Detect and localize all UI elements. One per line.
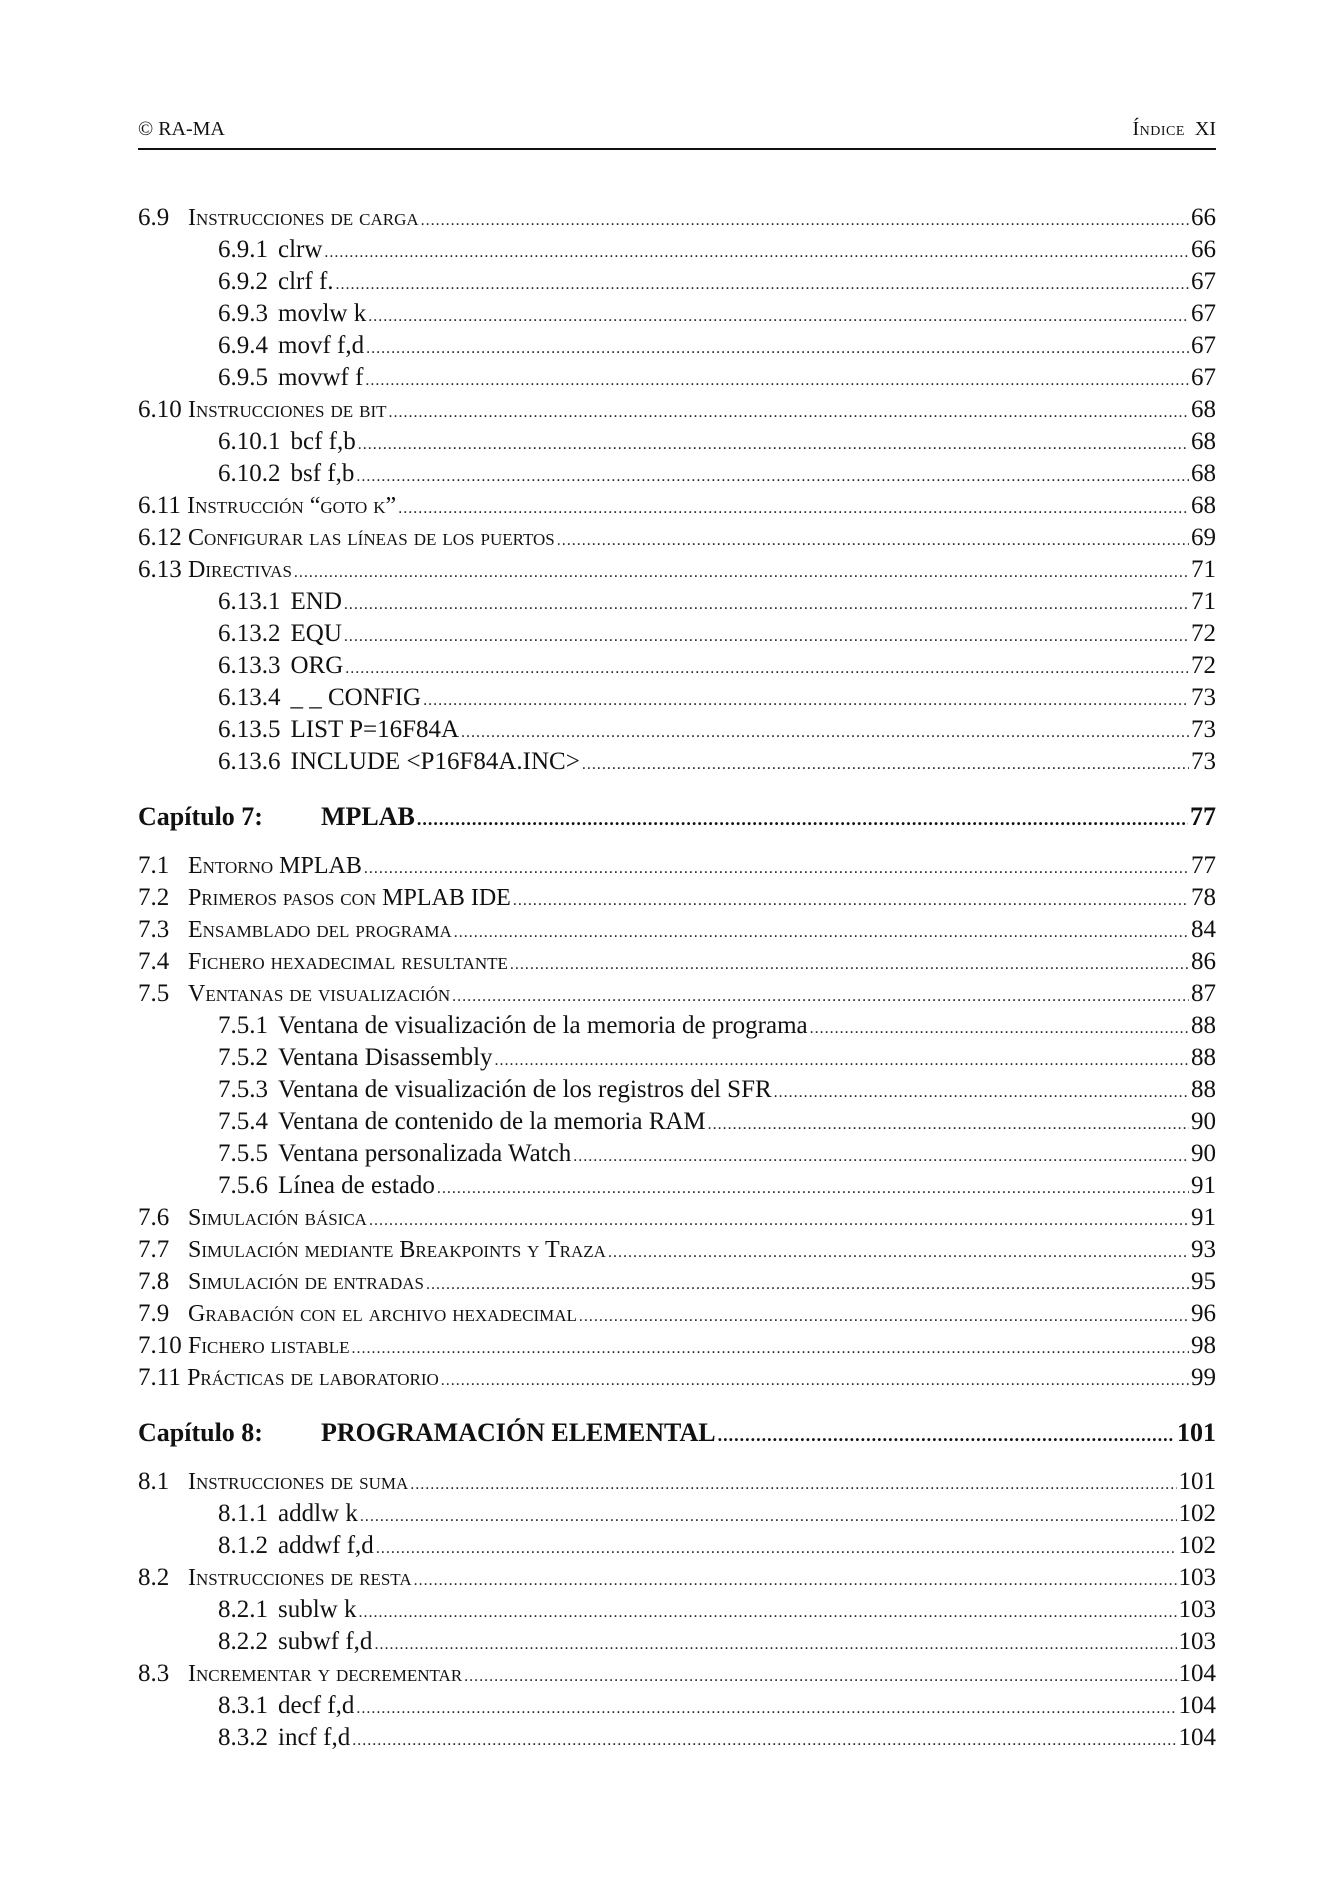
toc-entry-page: 103 bbox=[1178, 1564, 1216, 1591]
toc-section-entry bbox=[138, 1564, 1216, 1596]
toc-dot-leader bbox=[441, 1372, 1189, 1390]
toc-dot-leader bbox=[376, 1540, 1177, 1558]
toc-entry-page: 103 bbox=[1178, 1596, 1216, 1623]
toc-subsection-entry bbox=[138, 1532, 1216, 1564]
toc-dot-leader bbox=[345, 660, 1189, 678]
header-publisher: © RA-MA bbox=[138, 118, 225, 140]
toc-dot-leader bbox=[708, 1116, 1189, 1134]
toc-dot-leader bbox=[464, 1668, 1176, 1686]
toc-entry-number: 7.5.3 bbox=[218, 1076, 268, 1103]
toc-dot-leader bbox=[414, 1572, 1177, 1590]
toc-entry-title: movwf f bbox=[278, 364, 364, 391]
toc-section-entry bbox=[138, 852, 1216, 884]
toc-subsection-entry bbox=[138, 588, 1216, 620]
toc-dot-leader bbox=[423, 692, 1189, 710]
toc-entry-number: Capítulo 7: bbox=[138, 802, 263, 831]
toc-entry-page: 77 bbox=[1190, 802, 1216, 831]
toc-entry-page: 78 bbox=[1191, 884, 1216, 911]
toc-entry-title: subwf f,d bbox=[278, 1628, 373, 1655]
toc-entry-page: 73 bbox=[1191, 748, 1216, 775]
toc-dot-leader bbox=[608, 1244, 1189, 1262]
toc-entry-number: 6.13.5 bbox=[218, 716, 281, 743]
toc-entry-title: Configurar las líneas de los puertos bbox=[188, 525, 555, 551]
toc-dot-leader bbox=[344, 628, 1189, 646]
toc-entry-title: clrf f. bbox=[278, 268, 334, 295]
toc-subsection-entry bbox=[138, 1044, 1216, 1076]
toc-chapter-heading bbox=[138, 802, 1216, 842]
toc-entry-page: 73 bbox=[1191, 684, 1216, 711]
toc-entry-title: Simulación básica bbox=[188, 1205, 367, 1231]
toc-entry-title: Directivas bbox=[188, 557, 292, 583]
toc-entry-title: Fichero hexadecimal resultante bbox=[188, 949, 508, 975]
toc-entry-number: 7.4 bbox=[138, 948, 170, 975]
toc-dot-leader bbox=[369, 1212, 1189, 1230]
toc-entry-page: 90 bbox=[1191, 1140, 1216, 1167]
toc-entry-number: 7.5.2 bbox=[218, 1044, 268, 1071]
toc-entry-title: Ventana personalizada Watch bbox=[278, 1140, 572, 1167]
toc-entry-title: bcf f,b bbox=[290, 428, 356, 455]
toc-dot-leader bbox=[398, 500, 1189, 518]
toc-section-entry bbox=[138, 1364, 1216, 1396]
toc-entry-title: Ventanas de visualización bbox=[188, 981, 451, 1007]
toc-entry-number: 6.9.3 bbox=[218, 300, 268, 327]
toc-entry-number: 6.9.1 bbox=[218, 236, 268, 263]
toc-entry-title: addwf f,d bbox=[278, 1532, 374, 1559]
toc-entry-page: 67 bbox=[1191, 300, 1216, 327]
toc-entry-number: 7.5 bbox=[138, 980, 170, 1007]
toc-entry-page: 101 bbox=[1177, 1418, 1216, 1447]
toc-dot-leader bbox=[510, 956, 1189, 974]
toc-subsection-entry bbox=[138, 364, 1216, 396]
toc-entry-number: 7.5.4 bbox=[218, 1108, 268, 1135]
toc-subsection-entry bbox=[138, 748, 1216, 780]
toc-dot-leader bbox=[410, 1476, 1176, 1494]
toc-entry-title: Simulación de entradas bbox=[188, 1269, 424, 1295]
toc-subsection-entry bbox=[138, 1140, 1216, 1172]
toc-subsection-entry bbox=[138, 1172, 1216, 1204]
toc-section-entry bbox=[138, 1236, 1216, 1268]
toc-entry-number: 6.13.3 bbox=[218, 652, 281, 679]
toc-entry-title: Instrucciones de carga bbox=[188, 205, 419, 231]
toc-entry-title: clrw bbox=[278, 236, 323, 263]
toc-subsection-entry bbox=[138, 300, 1216, 332]
toc-dot-leader bbox=[421, 212, 1189, 230]
toc-entry-number: 8.2.1 bbox=[218, 1596, 268, 1623]
toc-entry-title: movf f,d bbox=[278, 332, 365, 359]
toc-entry-title: Ventana de visualización de la memoria de programa bbox=[278, 1012, 808, 1039]
toc-entry-number: 8.3.1 bbox=[218, 1692, 268, 1719]
toc-dot-leader bbox=[461, 724, 1189, 742]
toc-entry-page: 86 bbox=[1191, 948, 1216, 975]
toc-entry-title: PROGRAMACIÓN ELEMENTAL bbox=[321, 1418, 716, 1447]
toc-entry-page: 71 bbox=[1191, 556, 1216, 583]
toc-entry-page: 68 bbox=[1191, 460, 1216, 487]
toc-entry-page: 104 bbox=[1178, 1724, 1216, 1751]
toc-entry-title: Instrucción “goto k” bbox=[187, 493, 397, 519]
toc-entry-page: 91 bbox=[1191, 1172, 1216, 1199]
toc-section-entry bbox=[138, 556, 1216, 588]
toc-entry-number: 7.9 bbox=[138, 1300, 170, 1327]
toc-entry-number: 6.10.2 bbox=[218, 460, 281, 487]
toc-entry-number: 7.5.5 bbox=[218, 1140, 268, 1167]
toc-entry-number: 8.1 bbox=[138, 1468, 170, 1495]
toc-entry-number: 6.9.4 bbox=[218, 332, 268, 359]
toc-entry-number: 7.10 bbox=[138, 1332, 182, 1359]
toc-dot-leader bbox=[454, 924, 1189, 942]
toc-subsection-entry bbox=[138, 1500, 1216, 1532]
toc-dot-leader bbox=[358, 1604, 1176, 1622]
toc-dot-leader bbox=[365, 372, 1189, 390]
toc-entry-title: INCLUDE <P16F84A.INC> bbox=[290, 748, 580, 775]
toc-entry-page: 88 bbox=[1191, 1044, 1216, 1071]
toc-subsection-entry bbox=[138, 332, 1216, 364]
toc-entry-page: 68 bbox=[1191, 428, 1216, 455]
toc-entry-title: Ventana de contenido de la memoria RAM bbox=[278, 1108, 706, 1135]
toc-entry-title: END bbox=[290, 588, 342, 615]
header-title: Índice bbox=[1132, 118, 1185, 140]
toc-entry-number: Capítulo 8: bbox=[138, 1418, 263, 1447]
toc-entry-number: 6.10.1 bbox=[218, 428, 281, 455]
toc-dot-leader bbox=[579, 1308, 1189, 1326]
toc-entry-title: sublw k bbox=[278, 1596, 357, 1623]
toc-entry-page: 73 bbox=[1191, 716, 1216, 743]
toc-section-entry bbox=[138, 492, 1216, 524]
toc-dot-leader bbox=[356, 1700, 1176, 1718]
toc-dot-leader bbox=[352, 1340, 1189, 1358]
toc-subsection-entry bbox=[138, 460, 1216, 492]
toc-entry-number: 6.13.6 bbox=[218, 748, 281, 775]
toc-entry-number: 6.9.2 bbox=[218, 268, 268, 295]
toc-subsection-entry bbox=[138, 684, 1216, 716]
toc-entry-page: 67 bbox=[1191, 332, 1216, 359]
toc-section-entry bbox=[138, 396, 1216, 428]
header-page-number: XI bbox=[1194, 118, 1216, 140]
toc-entry-page: 101 bbox=[1178, 1468, 1216, 1495]
toc-entry-page: 103 bbox=[1178, 1628, 1216, 1655]
toc-section-entry bbox=[138, 916, 1216, 948]
toc-entry-page: 102 bbox=[1178, 1500, 1216, 1527]
toc-dot-leader bbox=[389, 404, 1189, 422]
toc-entry-page: 84 bbox=[1191, 916, 1216, 943]
toc-dot-leader bbox=[810, 1020, 1189, 1038]
toc-entry-number: 8.3 bbox=[138, 1660, 170, 1687]
toc-entry-number: 6.13.4 bbox=[218, 684, 281, 711]
toc-subsection-entry bbox=[138, 1628, 1216, 1660]
toc-entry-number: 7.11 bbox=[138, 1364, 181, 1391]
toc-entry-title: ORG bbox=[290, 652, 344, 679]
toc-section-entry bbox=[138, 204, 1216, 236]
toc-entry-number: 7.3 bbox=[138, 916, 170, 943]
toc-subsection-entry bbox=[138, 1692, 1216, 1724]
toc-entry-title: Grabación con el archivo hexadecimal bbox=[188, 1301, 577, 1327]
toc-entry-title: LIST P=16F84A bbox=[290, 716, 460, 743]
toc-dot-leader bbox=[417, 809, 1188, 830]
toc-entry-page: 69 bbox=[1191, 524, 1216, 551]
toc-dot-leader bbox=[294, 564, 1189, 582]
toc-subsection-entry bbox=[138, 428, 1216, 460]
toc-entry-title: Instrucciones de bit bbox=[188, 397, 387, 423]
toc-entry-title: Ventana de visualización de los registros del SFR bbox=[278, 1076, 772, 1103]
toc-subsection-entry bbox=[138, 236, 1216, 268]
toc-entry-number: 6.11 bbox=[138, 492, 181, 519]
toc-entry-title: Prácticas de laboratorio bbox=[187, 1365, 439, 1391]
toc-section-entry bbox=[138, 980, 1216, 1012]
toc-entry-title: Ensamblado del programa bbox=[188, 917, 452, 943]
table-of-contents bbox=[138, 204, 1216, 1756]
toc-entry-number: 7.8 bbox=[138, 1268, 170, 1295]
toc-entry-page: 66 bbox=[1191, 204, 1216, 231]
toc-dot-leader bbox=[437, 1180, 1189, 1198]
toc-entry-title: Fichero listable bbox=[188, 1333, 350, 1359]
toc-entry-number: 8.2 bbox=[138, 1564, 170, 1591]
toc-dot-leader bbox=[557, 532, 1189, 550]
toc-subsection-entry bbox=[138, 652, 1216, 684]
toc-entry-page: 66 bbox=[1191, 236, 1216, 263]
toc-entry-number: 8.1.1 bbox=[218, 1500, 268, 1527]
toc-section-entry bbox=[138, 1468, 1216, 1500]
toc-entry-page: 88 bbox=[1191, 1012, 1216, 1039]
toc-subsection-entry bbox=[138, 620, 1216, 652]
toc-entry-page: 90 bbox=[1191, 1108, 1216, 1135]
toc-entry-page: 72 bbox=[1191, 652, 1216, 679]
toc-entry-title: movlw k bbox=[278, 300, 367, 327]
toc-entry-number: 6.9.5 bbox=[218, 364, 268, 391]
toc-entry-title: Entorno MPLAB bbox=[188, 853, 362, 879]
toc-entry-number: 6.13 bbox=[138, 556, 182, 583]
toc-dot-leader bbox=[352, 1732, 1176, 1750]
toc-entry-title: Instrucciones de resta bbox=[188, 1565, 412, 1591]
toc-entry-number: 7.2 bbox=[138, 884, 170, 911]
toc-dot-leader bbox=[366, 340, 1189, 358]
toc-entry-title: MPLAB bbox=[321, 802, 415, 831]
toc-section-entry bbox=[138, 1660, 1216, 1692]
toc-entry-title: Ventana Disassembly bbox=[278, 1044, 493, 1071]
toc-section-entry bbox=[138, 884, 1216, 916]
toc-dot-leader bbox=[360, 1508, 1177, 1526]
toc-entry-number: 6.12 bbox=[138, 524, 182, 551]
toc-entry-number: 7.7 bbox=[138, 1236, 170, 1263]
toc-section-entry bbox=[138, 524, 1216, 556]
toc-entry-number: 7.5.1 bbox=[218, 1012, 268, 1039]
toc-subsection-entry bbox=[138, 1596, 1216, 1628]
toc-entry-title: Simulación mediante Breakpoints y Traza bbox=[188, 1237, 606, 1263]
toc-dot-leader bbox=[513, 892, 1189, 910]
toc-entry-title: EQU bbox=[290, 620, 342, 647]
toc-entry-page: 98 bbox=[1191, 1332, 1216, 1359]
toc-dot-leader bbox=[426, 1276, 1189, 1294]
toc-entry-title: bsf f,b bbox=[290, 460, 355, 487]
toc-entry-title: incf f,d bbox=[278, 1724, 351, 1751]
toc-entry-number: 6.9 bbox=[138, 204, 170, 231]
toc-dot-leader bbox=[718, 1425, 1175, 1446]
toc-section-entry bbox=[138, 1268, 1216, 1300]
toc-entry-title: Línea de estado bbox=[278, 1172, 435, 1199]
toc-section-entry bbox=[138, 1332, 1216, 1364]
toc-dot-leader bbox=[573, 1148, 1189, 1166]
toc-entry-page: 67 bbox=[1191, 364, 1216, 391]
toc-entry-title: addlw k bbox=[278, 1500, 358, 1527]
toc-entry-page: 88 bbox=[1191, 1076, 1216, 1103]
running-header bbox=[138, 118, 1216, 150]
toc-dot-leader bbox=[774, 1084, 1189, 1102]
toc-dot-leader bbox=[324, 244, 1189, 262]
toc-entry-number: 6.10 bbox=[138, 396, 182, 423]
toc-entry-page: 68 bbox=[1191, 492, 1216, 519]
toc-entry-page: 77 bbox=[1191, 852, 1216, 879]
toc-entry-number: 7.6 bbox=[138, 1204, 170, 1231]
toc-entry-page: 87 bbox=[1191, 980, 1216, 1007]
toc-entry-title: _ _ CONFIG bbox=[290, 684, 422, 711]
toc-dot-leader bbox=[582, 756, 1189, 774]
toc-entry-title: Incrementar y decrementar bbox=[188, 1661, 463, 1687]
toc-entry-number: 8.3.2 bbox=[218, 1724, 268, 1751]
toc-entry-title: Instrucciones de suma bbox=[188, 1469, 409, 1495]
toc-entry-page: 68 bbox=[1191, 396, 1216, 423]
toc-dot-leader bbox=[452, 988, 1189, 1006]
toc-subsection-entry bbox=[138, 268, 1216, 300]
toc-dot-leader bbox=[495, 1052, 1189, 1070]
toc-dot-leader bbox=[356, 468, 1189, 486]
toc-entry-title: decf f,d bbox=[278, 1692, 355, 1719]
toc-entry-page: 91 bbox=[1191, 1204, 1216, 1231]
toc-entry-page: 67 bbox=[1191, 268, 1216, 295]
toc-dot-leader bbox=[374, 1636, 1176, 1654]
toc-dot-leader bbox=[336, 276, 1189, 294]
toc-dot-leader bbox=[358, 436, 1189, 454]
header-section bbox=[1132, 118, 1216, 141]
toc-entry-page: 95 bbox=[1191, 1268, 1216, 1295]
toc-entry-page: 71 bbox=[1191, 588, 1216, 615]
toc-entry-number: 7.1 bbox=[138, 852, 170, 879]
toc-entry-page: 102 bbox=[1178, 1532, 1216, 1559]
toc-entry-title: Primeros pasos con MPLAB IDE bbox=[188, 885, 511, 911]
toc-entry-number: 6.13.2 bbox=[218, 620, 281, 647]
toc-entry-page: 93 bbox=[1191, 1236, 1216, 1263]
toc-subsection-entry bbox=[138, 1724, 1216, 1756]
toc-subsection-entry bbox=[138, 1108, 1216, 1140]
toc-subsection-entry bbox=[138, 716, 1216, 748]
toc-entry-number: 7.5.6 bbox=[218, 1172, 268, 1199]
toc-entry-page: 104 bbox=[1178, 1660, 1216, 1687]
toc-section-entry bbox=[138, 1300, 1216, 1332]
toc-entry-page: 96 bbox=[1191, 1300, 1216, 1327]
toc-section-entry bbox=[138, 1204, 1216, 1236]
toc-subsection-entry bbox=[138, 1012, 1216, 1044]
toc-dot-leader bbox=[368, 308, 1189, 326]
toc-entry-page: 104 bbox=[1178, 1692, 1216, 1719]
toc-section-entry bbox=[138, 948, 1216, 980]
toc-entry-number: 8.1.2 bbox=[218, 1532, 268, 1559]
toc-chapter-heading bbox=[138, 1418, 1216, 1458]
toc-entry-number: 8.2.2 bbox=[218, 1628, 268, 1655]
toc-dot-leader bbox=[364, 860, 1189, 878]
toc-subsection-entry bbox=[138, 1076, 1216, 1108]
toc-dot-leader bbox=[344, 596, 1189, 614]
toc-entry-page: 72 bbox=[1191, 620, 1216, 647]
toc-entry-page: 99 bbox=[1191, 1364, 1216, 1391]
toc-entry-number: 6.13.1 bbox=[218, 588, 281, 615]
